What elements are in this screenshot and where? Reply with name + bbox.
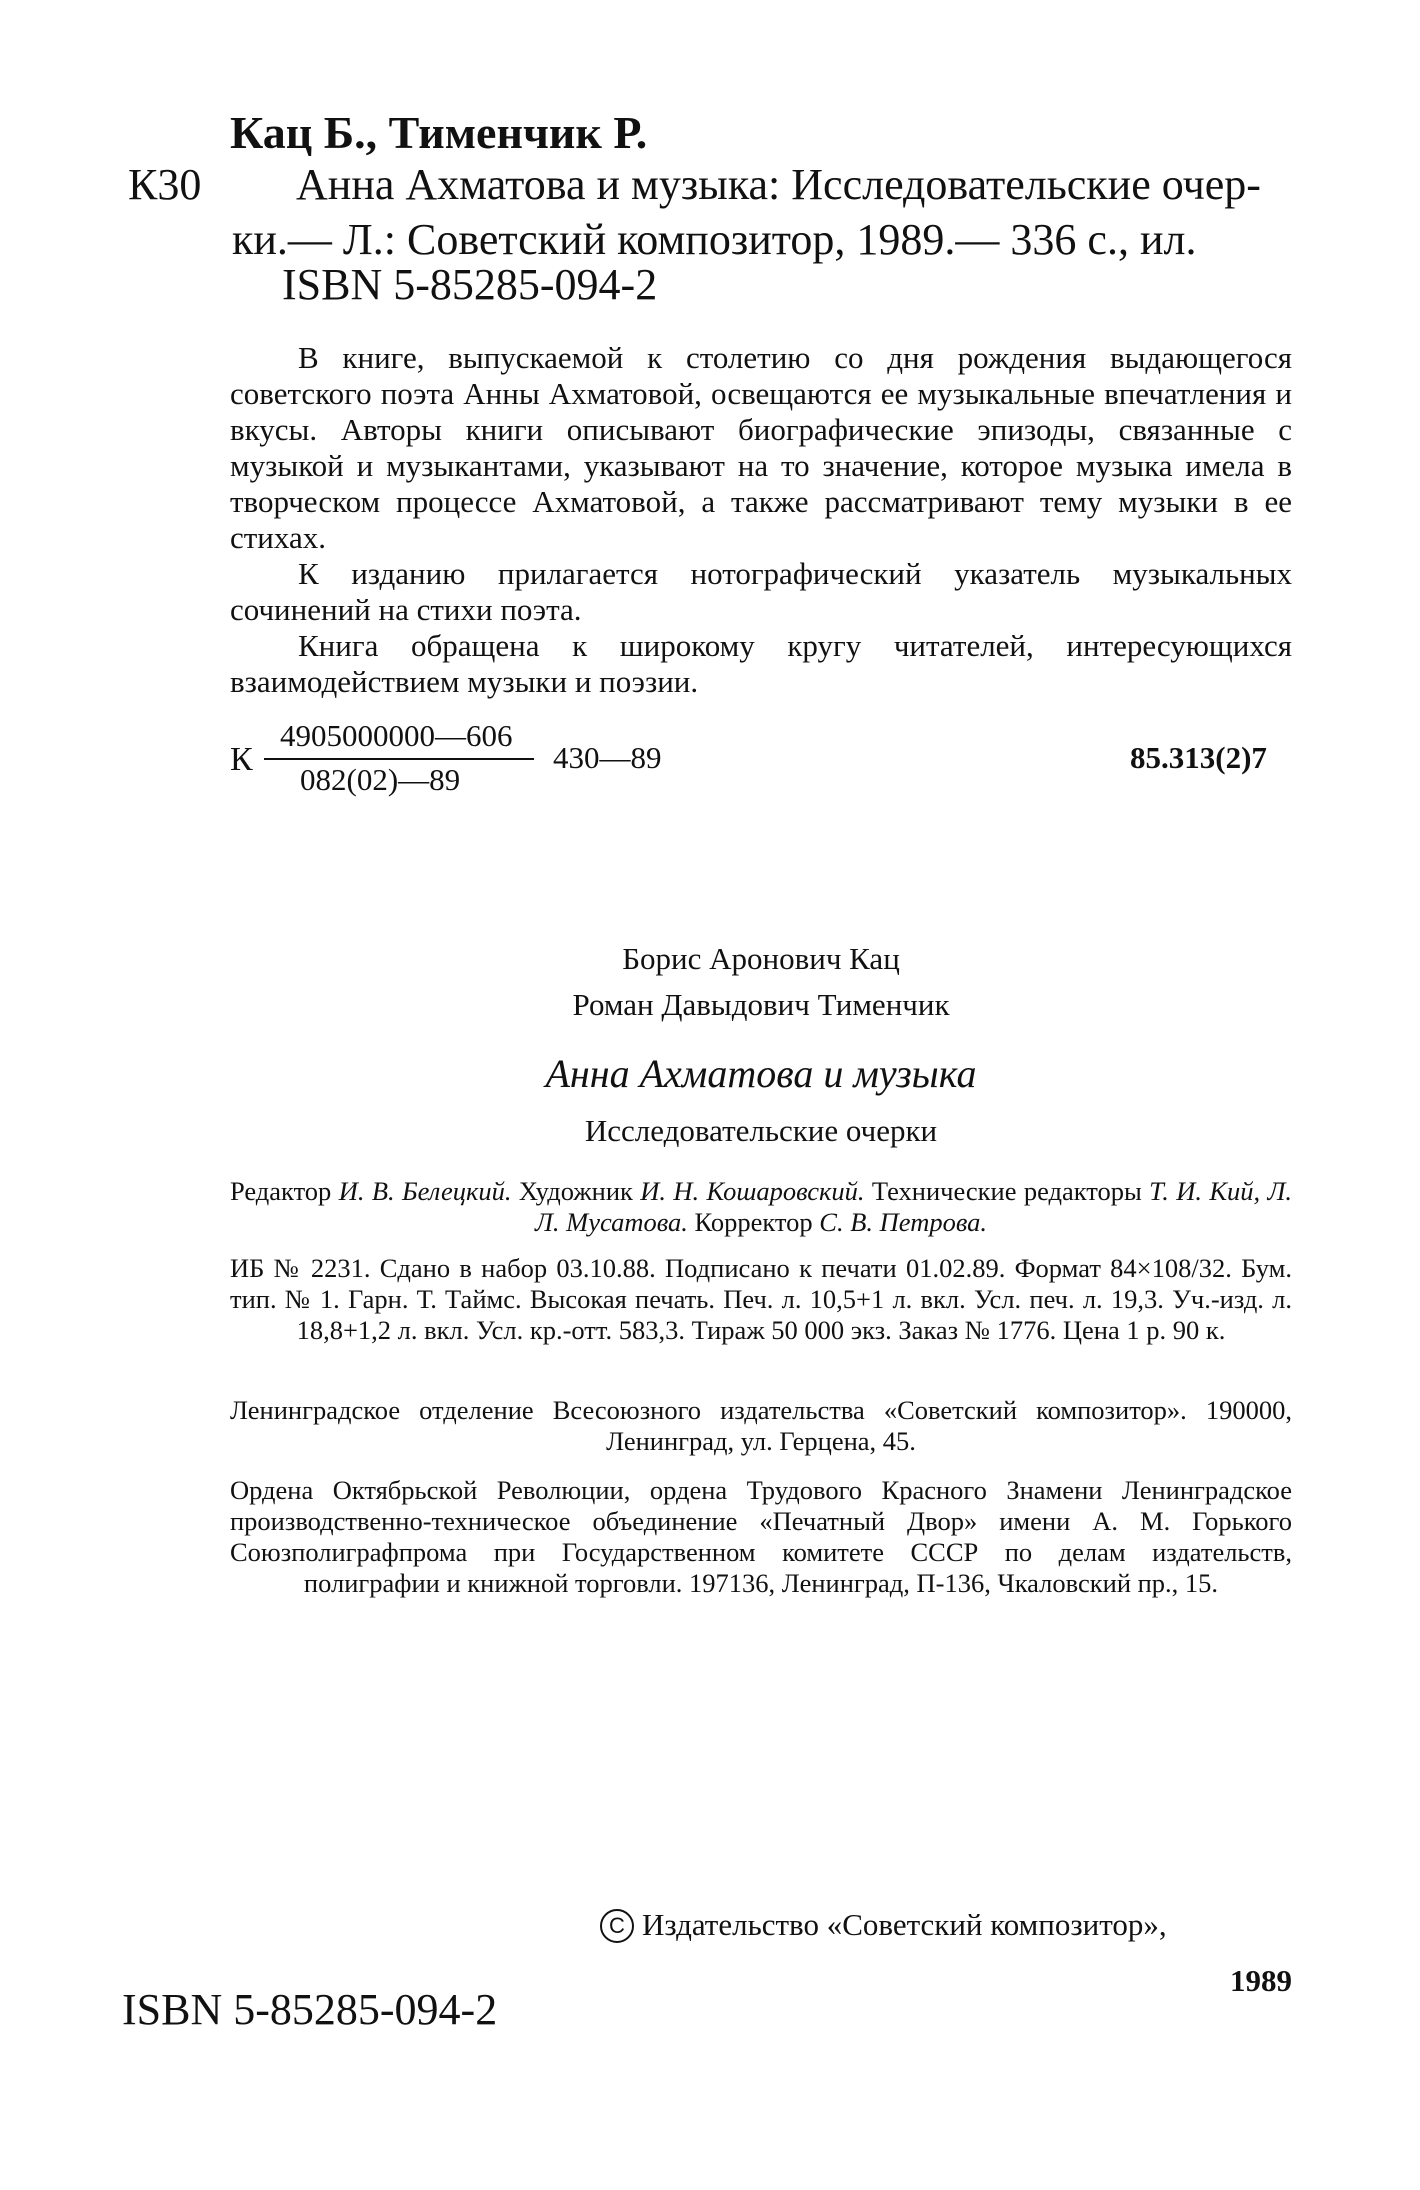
printer-address: Ордена Октябрьской Революции, ордена Трудового Красного Знамени Ленинградское производственно-техническое объединение «Печатный Двор» имени А. М. Горького Союзполиграфпрома при Государственном комитете СССР по делам издательств, полиграфии и книжной торговли. 197136, Ленинград, П-136, Чкаловский пр., 15. bbox=[230, 1475, 1292, 1598]
bbk-denominator: 082(02)—89 bbox=[300, 762, 461, 797]
publisher-address: Ленинградское отделение Всесоюзного издательства «Советский композитор». 190000, Ленинград, ул. Герцена, 45. bbox=[230, 1395, 1292, 1456]
editor-label: Редактор bbox=[230, 1176, 332, 1206]
annotation bbox=[230, 340, 1292, 700]
artist-label: Художник bbox=[518, 1176, 633, 1206]
author-name: Борис Аронович Кац bbox=[622, 941, 900, 976]
annotation-paragraph: К изданию прилагается нотографический указатель музыкальных сочинений на стихи поэта. bbox=[230, 556, 1292, 627]
copyright-year: 1989 bbox=[1230, 1963, 1292, 1998]
copyright-notice bbox=[600, 1906, 1167, 1944]
author-name: Роман Давыдович Тименчик bbox=[572, 987, 950, 1022]
catalog-isbn: ISBN 5-85285-094-2 bbox=[282, 260, 658, 309]
bbk-numerator: 4905000000—606 bbox=[280, 718, 513, 753]
tech-editors-label: Технические редакторы bbox=[871, 1176, 1142, 1206]
annotation-paragraph: Книга обращена к широкому кругу читателей, интересующихся взаимодействием музыки и поэзии. bbox=[230, 628, 1292, 699]
book-subtitle: Исследовательские очерки bbox=[584, 1113, 938, 1148]
catalog-authors: Кац Б., Тименчик Р. bbox=[230, 107, 648, 158]
annotation-paragraph: В книге, выпускаемой к столетию со дня рождения выдающегося советского поэта Анны Ахматовой, освещаются ее музыкальные впечатления и вкусы. Авторы книги описывают биографические эпизоды, связанные с музыкой и музыкантами, указывают на то значение, которое музыка имела в творческом процессе Ахматовой, а также рассматривают тему музыки в ее стихах. bbox=[230, 340, 1292, 555]
copyright-icon: C bbox=[600, 1909, 634, 1943]
editorial-credits bbox=[230, 1176, 1292, 1238]
bbk-index: 85.313(2)7 bbox=[1130, 740, 1267, 775]
fraction-bar bbox=[264, 758, 534, 760]
catalog-publication-line: ки.— Л.: Советский композитор, 1989.— 336 с., ил. bbox=[232, 215, 1197, 264]
bbk-letter: К bbox=[230, 741, 253, 778]
copyright-text: Издательство «Советский композитор», bbox=[642, 1907, 1167, 1942]
book-title: Анна Ахматова и музыка bbox=[545, 1051, 977, 1096]
footer-isbn: ISBN 5-85285-094-2 bbox=[122, 1985, 498, 2034]
bbk-suffix: 430—89 bbox=[553, 740, 662, 775]
artist-name: И. Н. Кошаровский. bbox=[640, 1176, 865, 1206]
catalog-class-code: К30 bbox=[128, 160, 202, 209]
tech-editors-names: Т. И. Кий, Л. Л. Мусатова. bbox=[534, 1176, 1293, 1237]
corrector-label: Корректор bbox=[694, 1207, 813, 1237]
catalog-title-line: Анна Ахматова и музыка: Исследовательские очер- bbox=[296, 160, 1261, 209]
corrector-name: С. В. Петрова. bbox=[819, 1207, 988, 1237]
editor-name: И. В. Белецкий. bbox=[338, 1176, 512, 1206]
print-specifications: ИБ № 2231. Сдано в набор 03.10.88. Подписано к печати 01.02.89. Формат 84×108/32. Бум. тип. № 1. Гарн. Т. Таймс. Высокая печать. Печ. л. 10,5+1 л. вкл. Усл. печ. л. 19,3. Уч.-изд. л. 18,8+1,2 л. вкл. Усл. кр.-отт. 583,3. Тираж 50 000 экз. Заказ № 1776. Цена 1 р. 90 к. bbox=[230, 1253, 1292, 1345]
